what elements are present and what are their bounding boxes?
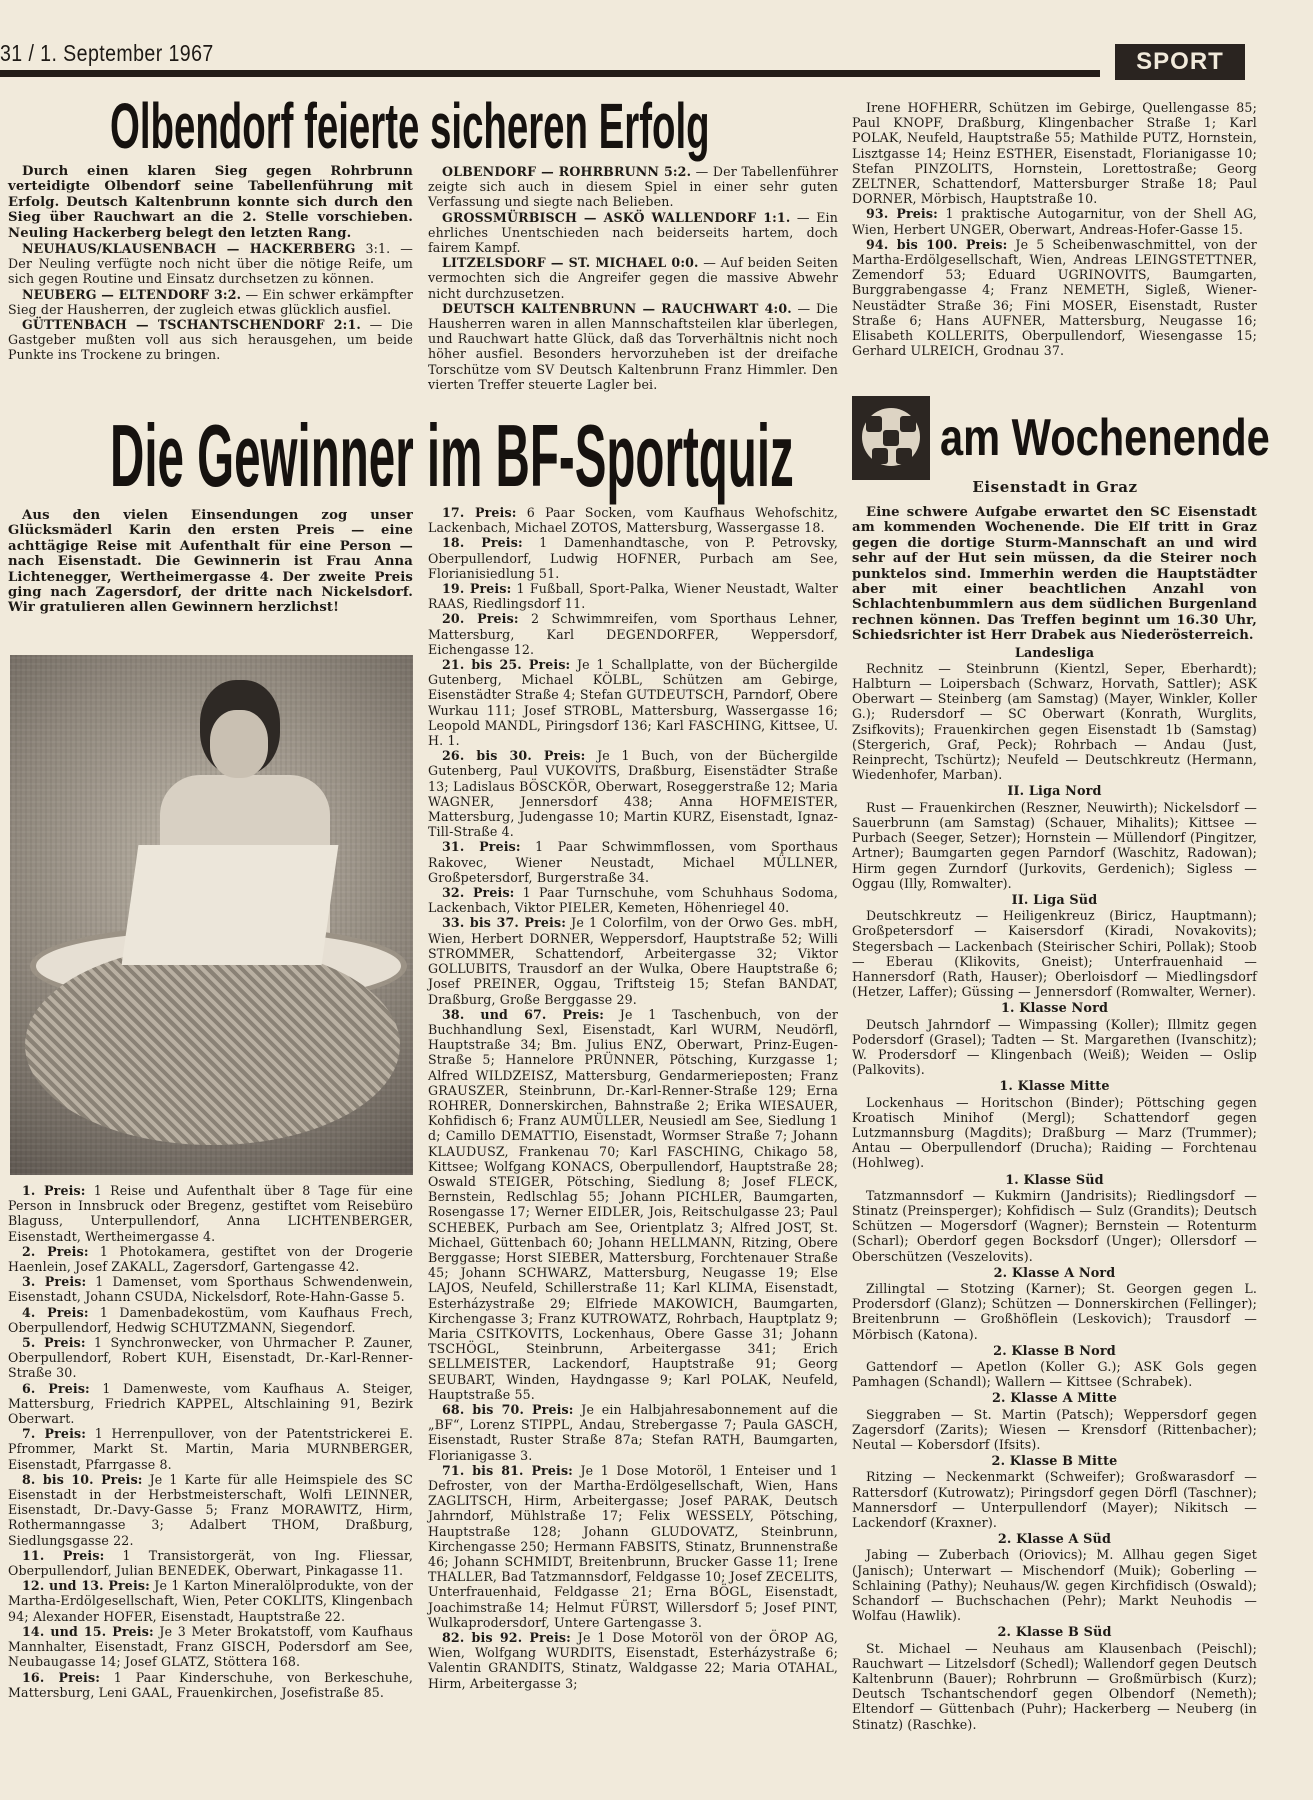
paragraph [428, 611, 838, 657]
lead-paragraph: Durch einen klaren Sieg gegen Rohrbrunn verteidigte Olbendorf seine Tabellenführung mit Erfolg. Deutsch Kaltenbrunn konnte sich durch den Sieg über Rauchwart an die 2. Stelle vorschieben. Neuling Hackerberg belegt den letzten Rang. [8, 164, 413, 241]
paragraph-lead: 20. Preis: [442, 611, 519, 627]
league-heading: II. Liga Nord [1007, 784, 1102, 800]
paragraph [428, 657, 838, 748]
paragraph-text: Je 1 Taschenbuch, von der Buchhandlung Sexl, Eisenstadt, Karl WURM, Neudörfl, Hauptstraße 34; Bm. Julius ENZ, Oberwart, Prinz-Eugen-Straße 5; Hannelore PRÜNNER, Pötsching, Kurzgasse 1; Alfred WILDZEISZ, Mattersburg, Gendarmerieposten; Franz GRAUSZER, Steinbrunn, Dr.-Karl-Renner-Straße 129; Erna ROHRER, Donnerskirchen, Bahnstraße 2; Erika WIESAUER, Kohfidisch 6; Franz AUMÜLLER, Neusiedl am See, Siedlung 1 d; Camillo DEMATTIO, Eisenstadt, Wormser Straße 7; Johann KLAUDUSZ, Frankenau 70; Karl FASCHING, Chikago 58, Kittsee; Wolfgang KONACS, Oberpullendorf, Hauptstraße 28; Oswald STEIGER, Pötsching, Siedlung 8; Josef FLECK, Bernstein, Redlschlag 55; Johann PICHLER, Baumgarten, Rosengasse 17; Werner EIDLER, Jois, Reitschulgasse 23; Paul SCHEBEK, Purbach am See, Orientplatz 3; Alfred JOST, St. Michael, Güttenbach 60; Johann HELLMANN, Ritzing, Obere Berggasse; Horst SIEBER, Mattersburg, Forchtenauer Straße 45; Johann SCHWARZ, Mattersburg, Neugasse 19; Else LAJOS, Neufeld, Schillerstraße 11; Karl KLIMA, Eisenstadt, Esterházystraße 29; Elfriede MAKOWICH, Baumgarten, Kirchengasse 3; Franz KUTROWATZ, Rohrbach, Hauptplatz 9; Maria CSITKOVITS, Lockenhaus, Obere Gasse 31; Johann TSCHÖGL, Steinbrunn, Arbeitergasse 341; Erich SELLMEISTER, Lackendorf, Hauptstraße 91; Georg SEUBART, Winden, Haydngasse 9; Karl POLAK, Neufeld, Hauptstraße 55. [428, 1006, 839, 1402]
paragraph-lead: 68. bis 70. Preis: [442, 1401, 574, 1417]
paragraph-text: — Ein schwer erkämpfter Sieg der Hausherren, der zugleich etwas glücklich ausfiel. [8, 286, 413, 317]
winner-photo [10, 655, 413, 1175]
paragraph-text: 1 Paar Turnschuhe, vom Schuhhaus Sodoma, Lackenbach, Viktor PIELER, Kemeten, Höhenriegel 40. [428, 885, 838, 916]
paragraph-text: Je ein Halbjahresabonnement auf die „BF“, Lorenz STIPPL, Andau, Strebergasse 7; Paula GASCH, Eisenstadt, Ruster Straße 87a; Stefan RATH, Baumgarten, Florianigasse 3. [428, 1401, 838, 1463]
issue-date-line: 31 / 1. September 1967 [0, 40, 214, 66]
weekend-column [852, 505, 1257, 1732]
paragraph-lead: 4. Preis: [22, 1304, 89, 1320]
league-heading: 2. Klasse B Mitte [991, 1454, 1118, 1470]
paragraph [8, 1305, 413, 1335]
paragraph-text: 1 Damenset, vom Sporthaus Schwendenwein, Eisenstadt, Johann CSUDA, Nickelsdorf, Rote-Hahn-Gasse 5. [8, 1274, 413, 1305]
paragraph-text: Je 1 Dose Motoröl, 1 Enteiser und 1 Defroster, von der Martha-Erdölgesellschaft, Wien, Hans ZAGLITSCH, Hirm, Arbeitergasse; Josef PARAK, Deutsch Jahrndorf, Mühlstraße 17; Felix WESSELY, Pötsching, Hauptstraße 128; Johann GLUDOVATZ, Steinbrunn, Kirchengasse 250; Hermann FABSITS, Stinatz, Brunnenstraße 46; Johann SCHMIDT, Breitenbrunn, Brucker Gasse 11; Irene THALLER, Bad Tatzmannsdorf, Feldgasse 10; Josef ZECELITS, Unterfrauenhaid, Feldgasse 21; Erna BÖGL, Eisenstadt, Joachimstraße 14; Helmut FÜRST, Willersdorf 5; Josef PINT, Wulkaprodersdorf, Untere Gartengasse 3. [428, 1462, 838, 1630]
paragraph [8, 287, 413, 317]
paragraph-lead: 38. und 67. Preis: [442, 1006, 605, 1022]
paragraph [852, 237, 1257, 359]
league-heading: 2. Klasse B Süd [997, 1625, 1112, 1641]
league-fixtures-text: Deutschkreutz — Heiligenkreuz (Biricz, Hauptmann); Großpetersdorf — Kaisersdorf (Kiradi, Novakovits); Stegersbach — Lackenbach (Steirischer Schiri, Pollak); Stoob — Eberau (Klikovits, Gneist); Unterfrauenhaid — Hannersdorf (Rath, Hauser); Oberloisdorf — Miedlingsdorf (Hetzer, Laffer); Güssing — Jennersdorf (Romwalter, Werner). [852, 908, 1257, 1000]
league-heading: 1. Klasse Süd [1005, 1172, 1104, 1188]
paragraph-lead: 7. Preis: [22, 1426, 87, 1442]
league-fixtures-text: Lockenhaus — Horitschon (Binder); Pöttsching gegen Kroatisch Minihof (Mergl); Schattendorf gegen Lutzmannsburg (Magdits); Draßburg — Marz (Trummer); Antau — Oberpullendorf (Drucha); Raiding — Forchtenau (Hohlweg). [852, 1094, 1257, 1171]
paragraph-text: 2 Schwimmreifen, vom Sporthaus Lehner, Mattersburg, Karl DEGENDORFER, Weppersdorf, Eichengasse 12. [428, 611, 839, 657]
prize-list-continued [852, 100, 1257, 358]
paragraph-lead: 71. bis 81. Preis: [442, 1462, 573, 1478]
paragraph [428, 915, 838, 1006]
paragraph-lead: LITZELSDORF — ST. MICHAEL 0:0. [442, 255, 699, 271]
paragraph-lead: 94. bis 100. Preis: [866, 236, 1008, 252]
prize-list-column-1 [8, 1183, 413, 1700]
paragraph-text: 1 Transistorgerät, von Ing. Fliessar, Oberpullendorf, Julian BENEDEK, Oberwart, Pinkagasse 11. [8, 1547, 413, 1579]
paragraph-text: Je 1 Karton Mineralölprodukte, von der Martha-Erdölgesellschaft, Wien, Peter COKLITS, Klingenbach 94; Alexander HOFER, Eisenstadt, Hauptstraße 22. [8, 1578, 413, 1624]
paragraph [8, 1183, 413, 1244]
paragraph [8, 1381, 413, 1427]
paragraph-lead: 5. Preis: [22, 1335, 86, 1351]
league-fixtures-text: Ritzing — Neckenmarkt (Schweifer); Großwarasdorf — Rattersdorf (Kutrowatz); Piringsdorf gegen Dörfl (Taschner); Mannersdorf — Unterpullendorf (Mayer); Nikitsch — Lackendorf (Kraxner). [852, 1469, 1257, 1531]
paragraph [8, 241, 413, 287]
league-heading: 2. Klasse A Nord [993, 1265, 1116, 1281]
paragraph [852, 206, 1257, 236]
paragraph [428, 581, 838, 611]
header-rule [0, 70, 1100, 77]
paragraph-lead: 1. Preis: [22, 1183, 86, 1198]
paragraph-lead: 93. Preis: [866, 206, 938, 222]
paragraph-lead: NEUBERG — ELTENDORF 3:2. [22, 286, 242, 302]
paragraph-lead: 82. bis 92. Preis: [442, 1630, 571, 1646]
paragraph-lead: 32. Preis: [442, 885, 515, 901]
paragraph-lead: 12. und 13. Preis: [22, 1578, 150, 1594]
paragraph-lead: NEUHAUS/KLAUSENBACH — HACKERBERG [22, 241, 356, 257]
paragraph-lead: 33. bis 37. Preis: [442, 915, 567, 931]
article-column-2 [428, 164, 838, 392]
paragraph [8, 1624, 413, 1670]
paragraph-text: 1 Damenweste, vom Kaufhaus A. Steiger, Mattersburg, Friedrich KAPPEL, Altschlaining 91, Bezirk Oberwart. [8, 1380, 413, 1427]
paragraph [8, 1670, 413, 1700]
paragraph [8, 1472, 413, 1548]
paragraph [428, 210, 838, 256]
paragraph-lead: 6. Preis: [22, 1380, 90, 1396]
league-fixtures-text: Rechnitz — Steinbrunn (Kientzl, Seper, Eberhardt); Halbturn — Loipersbach (Schwarz, Horvath, Sattler); ASK Oberwart — Steinberg (am Samstag) (Mayer, Winkler, Koller G.); Rudersdorf — SC Oberwart (Konrath, Wurglits, Zsifkovits); Frauenkirchen gegen Eisenstadt 1b (Samstag) (Stergerich, Graf, Peck); Rohrbach — Andau (Just, Reinprecht, Tschürtz); Neufeld — Deutschkreutz (Hermann, Wiedenhofer, Marban). [852, 660, 1257, 783]
paragraph-text: Je 1 Schallplatte, von der Büchergilde Gutenberg, Michael KÖLBL, Schützen am Gebirge, Eisenstädter Straße 4; Stefan GUTDEUTSCH, Parndorf, Obere Wurkau 111; Josef STROBL, Mattersburg, Wassergasse 16; Leopold MANDL, Piringsdorf 136; Karl FASCHING, Kittsee, U. H. 1. [428, 657, 838, 749]
quiz-headline: Die Gewinner im BF-Sportquiz [110, 406, 794, 505]
paragraph-lead: 19. Preis: [442, 581, 512, 597]
paragraph-text: — Ein ehrliches Unentschieden nach beiderseits hartem, doch fairem Kampf. [428, 209, 838, 256]
paragraph [428, 164, 838, 210]
paragraph-lead: 8. bis 10. Preis: [22, 1471, 143, 1487]
paragraph-text: Irene HOFHERR, Schützen im Gebirge, Quellengasse 85; Paul KNOPF, Draßburg, Klingenbacher Straße 1; Karl POLAK, Neufeld, Hauptstraße 55; Mathilde PUTZ, Hornstein, Lisztgasse 14; Heinz ESTHER, Eisenstadt, Florianigasse 10; Stefan PINZOLITS, Hornstein, Lorettostraße; Georg ZELTNER, Schattendorf, Mattersburger Straße 18; Paul DORNER, Mörbisch, Hauptstraße 10. [852, 100, 1257, 207]
football-logo-icon [852, 396, 930, 480]
paragraph [428, 1463, 838, 1630]
paragraph-text: Je 1 Buch, von der Büchergilde Gutenberg, Paul VUKOVITS, Draßburg, Eisenstädter Straße 13; Ladislaus BÖSCKÖR, Oberwart, Roseggerstraße 12; Maria WAGNER, Jennersdorf 438; Anna HOFMEISTER, Mattersburg, Judengasse 10; Martin KURZ, Eisenstadt, Ignaz-Till-Straße 4. [428, 748, 838, 840]
prize-list-column-2 [428, 505, 838, 1691]
paragraph-text: 1 Fußball, Sport-Palka, Wiener Neustadt, Walter RAAS, Riedlingsdorf 11. [428, 581, 838, 612]
weekend-subheadline: Eisenstadt in Graz [972, 478, 1138, 496]
paragraph [8, 317, 413, 363]
paragraph-text: — Die Hausherren waren in allen Mannschaftsteilen klar überlegen, und Rauchwart hatte Glück, daß das Torverhältnis nicht noch höher ausfiel. Besonders hervorzuheben ist der dreifache Torschütze vom SV Deutsch Kaltenbrunn Franz Himmler. Den vierten Treffer steuerte Lagler bei. [428, 300, 839, 392]
league-fixtures-text: Rust — Frauenkirchen (Reszner, Neuwirth); Nickelsdorf — Sauerbrunn (am Samstag) (Schauer, Mihalits); Kittsee — Purbach (Seeger, Setzer); Hornstein — Müllendorf (Pingitzer, Artner); Baumgarten gegen Parndorf (Waschitz, Radowan); Hirm gegen Zurndorf (Jurkovits, Gerdenich); Sigless — Oggau (Illy, Romwalter). [852, 799, 1257, 891]
paragraph [428, 535, 838, 581]
paragraph [428, 505, 838, 535]
league-heading: 2. Klasse A Süd [997, 1532, 1112, 1548]
paragraph-lead: OLBENDORF — ROHRBRUNN 5:2. [442, 164, 692, 179]
league-heading: Landesliga [1014, 645, 1095, 661]
paragraph-text: Je 1 Karte für alle Heimspiele des SC Eisenstadt in der Herbstmeisterschaft, Wolfi LEINNER, Eisenstadt, Dr.-Davy-Gasse 5; Franz MORAWITZ, Hirm, Rothermanngasse 3; Adalbert THOM, Draßburg, Siedlungsgasse 22. [8, 1471, 413, 1548]
paragraph-lead: DEUTSCH KALTENBRUNN — RAUCHWART 4:0. [442, 300, 792, 316]
league-fixtures-text: Jabing — Zuberbach (Oriovics); M. Allhau gegen Siget (Janisch); Unterwart — Mischendorf (Muik); Goberling — Schlaining (Pathy); Neuhaus/W. gegen Kirchfidisch (Oswald); Schandorf — Buchschachen (Pehr); Markt Neuhodis — Wolfau (Hawlik). [852, 1547, 1257, 1624]
article-column-1 [8, 164, 413, 363]
paragraph-text: 1 Paar Schwimmflossen, vom Sporthaus Rakovec, Wiener Neustadt, Michael MÜLLNER, Großpetersdorf, Burgerstraße 34. [428, 839, 838, 885]
paragraph-lead: 2. Preis: [22, 1243, 89, 1259]
paragraph-text: Je 3 Meter Brokatstoff, vom Kaufhaus Mannhalter, Eisenstadt, Franz GISCH, Podersdorf am See, Neubaugasse 14; Josef GLATZ, Stöttera 168. [8, 1623, 413, 1670]
paragraph [852, 100, 1257, 206]
paragraph-text: — Der Tabellenführer zeigte sich auch in diesem Spiel in einer sehr guten Verfassung und siegte nach Belieben. [428, 164, 838, 210]
paragraph-lead: 3. Preis: [22, 1274, 87, 1290]
paragraph-text: 1 Herrenpullover, von der Patentstrickerei E. Pfrommer, Markt St. Martin, Maria MURNBERGER, Eisenstadt, Pfarrgasse 8. [8, 1426, 413, 1472]
league-fixtures-text: Deutsch Jahrndorf — Wimpassing (Koller); Illmitz gegen Podersdorf (Grasel); Tadten — St. Margarethen (Ivanschitz); W. Prodersdorf — Klingenbach (Weiß); Weiden — Oslip (Palkovits). [852, 1016, 1257, 1078]
league-heading: 1. Klasse Nord [1000, 1001, 1109, 1017]
paragraph-text: Je 5 Scheibenwaschmittel, von der Martha-Erdölgesellschaft, Wien, Andreas LEINGSTETTNER, Zemendorf 53; Eduard UGRINOVITS, Baumgarten, Burggrabengasse 4; Franz NEMETH, Sigleß, Wiener-Neustädter Straße 36; Fini MOSER, Eisenstadt, Ruster Straße 6; Hans AUFNER, Mattersburg, Neugasse 16; Elisabeth KOLLERITS, Oberpullendorf, Wiesengasse 15; Gerhard ULREICH, Grodnau 37. [852, 236, 1257, 359]
paragraph-lead: 18. Preis: [442, 535, 523, 551]
league-fixtures-text: St. Michael — Neuhaus am Klausenbach (Peischl); Rauchwart — Litzelsdorf (Schedl); Wallendorf gegen Deutsch Kaltenbrunn (Bauer); Rohrbrunn — Großmürbisch (Kurz); Deutsch Tschantschendorf gegen Olbendorf (Nemeth); Eltendorf — Güttenbach (Puhr); Hackerberg — Neuberg (in Stinatz) (Raschke). [852, 1640, 1257, 1732]
paragraph-text: Je 1 Colorfilm, von der Orwo Ges. mbH, Wien, Herbert DORNER, Weppersdorf, Hauptstraße 52; Willi STROMMER, Schattendorf, Arbeitergasse 32; Viktor GOLLUBITS, Trausdorf an der Wulka, Obere Hauptstraße 6; Josef PREINER, Oggau, Triftsteig 15; Stefan BANDAT, Draßburg, Große Berggasse 29. [428, 915, 838, 1007]
paragraph-text: 3:1. — Der Neuling verfügte noch nicht über die nötige Reife, um sich gegen Routine und Einsatz durchsetzen zu können. [8, 241, 414, 287]
paragraph [428, 885, 838, 915]
league-fixtures-text: Gattendorf — Apetlon (Koller G.); ASK Gols gegen Pamhagen (Schandl); Wallern — Kittsee (Schrabek). [852, 1359, 1257, 1390]
paragraph [428, 255, 838, 301]
paragraph-text: 1 Paar Kinderschuhe, von Berkeschuhe, Mattersburg, Leni GAAL, Frauenkirchen, Josefistraße 85. [8, 1669, 414, 1700]
paragraph-text: 1 Synchronwecker, von Uhrmacher P. Zauner, Oberpullendorf, Robert KUH, Eisenstadt, Dr.-Karl-Renner-Straße 30. [8, 1335, 413, 1381]
paragraph-text: 6 Paar Socken, vom Kaufhaus Wehofschitz, Lackenbach, Michael ZOTOS, Mattersburg, Wassergasse 18. [428, 505, 839, 536]
paragraph [428, 748, 838, 839]
paragraph [8, 1548, 413, 1578]
paragraph-lead: 14. und 15. Preis: [22, 1623, 154, 1639]
paragraph [428, 1630, 838, 1691]
paragraph [8, 1274, 413, 1304]
paragraph-text: 1 Reise und Aufenthalt über 8 Tage für eine Person in Innsbruck oder Bregenz, gestiftet vom Reisebüro Blaguss, Unterpullendorf, Anna LICHTENBERGER, Eisenstadt, Wertheimergasse 4. [8, 1183, 413, 1244]
paragraph-text: 1 praktische Autogarnitur, von der Shell AG, Wien, Herbert UNGER, Oberwart, Andreas-Hofer-Gasse 15. [852, 206, 1257, 237]
paragraph-lead: GROSSMÜRBISCH — ASKÖ WALLENDORF 1:1. [442, 209, 791, 225]
article-headline: Olbendorf feierte sicheren Erfolg [110, 90, 710, 162]
weekend-headline: am Wochenende [940, 409, 1270, 467]
paragraph-lead: 16. Preis: [22, 1669, 101, 1685]
paragraph [8, 1578, 413, 1624]
paragraph [8, 1426, 413, 1472]
paragraph-lead: 17. Preis: [442, 505, 517, 520]
paragraph-text: Je 1 Dose Motoröl von der ÖROP AG, Wien, Wolfgang WURDITS, Eisenstadt, Esterházystraße 6; Valentin GRANDITS, Stinatz, Waldgasse 22; Maria OTAHAL, Hirm, Arbeitergasse 3; [428, 1630, 838, 1691]
league-heading: 2. Klasse B Nord [993, 1343, 1116, 1359]
paragraph-text: 1 Damenhandtasche, von P. Petrovsky, Oberpullendorf, Ludwig HOFNER, Purbach am See, Florianisiedlung 51. [428, 535, 839, 581]
league-heading: 1. Klasse Mitte [999, 1079, 1110, 1095]
league-heading: 2. Klasse A Mitte [991, 1391, 1118, 1407]
paragraph [428, 301, 838, 392]
paragraph-lead: 31. Preis: [442, 839, 521, 855]
league-fixtures-text: Tatzmannsdorf — Kukmirn (Jandrisits); Riedlingsdorf — Stinatz (Preinsperger); Kohfidisch — Sulz (Grandits); Deutsch Schützen — Mogersdorf (Wagner); Bernstein — Rotenturm (Scharl); Oberdorf gegen Bocksdorf (Unger); Ollersdorf — Oberschützen (Veszelovits). [852, 1187, 1257, 1264]
paragraph [428, 1007, 838, 1402]
weekend-intro-paragraph: Eine schwere Aufgabe erwartet den SC Eisenstadt am kommenden Wochenende. Die Elf tritt in Graz gegen die dortige Sturm-Mannschaft an und wird sehr auf der Hut sein müssen, da die Steirer noch punktelos sind. Immerhin werden die Hauptstädter aber mit einer beachtlichen Anzahl von Schlachtenbummlern aus dem südlichen Burgenland rechnen können. Das Treffen beginnt um 16.30 Uhr, Schiedsrichter ist Herr Drabek aus Niederösterreich. [852, 505, 1257, 644]
paragraph [428, 839, 838, 885]
league-fixtures-text: Zillingtal — Stotzing (Karner); St. Georgen gegen L. Prodersdorf (Glanz); Schützen — Donnerskirchen (Fellinger); Breitenbrunn — Großhöflein (Leskovich); Trausdorf — Mörbisch (Katona). [852, 1280, 1257, 1342]
paragraph [8, 1244, 413, 1274]
league-fixtures-text: Sieggraben — St. Martin (Patsch); Weppersdorf gegen Zagersdorf (Zarits); Wiesen — Krensdorf (Rittenbacher); Neutal — Kobersdorf (Ifsits). [852, 1406, 1257, 1453]
quiz-intro [8, 508, 413, 616]
paragraph-text: — Die Gastgeber mußten voll aus sich herausgehen, um beide Punkte ins Trockene zu bringen. [8, 317, 414, 363]
paragraph-text: — Auf beiden Seiten vermochten sich die Angreifer gegen die massive Abwehr nicht durchzusetzen. [428, 255, 838, 301]
paragraph-lead: 21. bis 25. Preis: [442, 657, 571, 673]
paragraph-lead: 26. bis 30. Preis: [442, 748, 586, 764]
paragraph-lead: GÜTTENBACH — TSCHANTSCHENDORF 2:1. [22, 317, 361, 333]
section-label: SPORT [1115, 44, 1245, 80]
paragraph-text: 1 Photokamera, gestiftet von der Drogerie Haenlein, Josef ZAKALL, Zagersdorf, Gartengasse 42. [8, 1243, 413, 1275]
paragraph [8, 1335, 413, 1381]
paragraph-text: 1 Damenbadekostüm, vom Kaufhaus Frech, Oberpullendorf, Hedwig SCHUTZMANN, Siegendorf. [8, 1304, 413, 1335]
league-heading: II. Liga Süd [1011, 892, 1098, 908]
intro-paragraph: Aus den vielen Einsendungen zog unser Glücksmäderl Karin den ersten Preis — eine achttägige Reise mit Aufenthalt für eine Person — nach Eisenstadt. Die Gewinnerin ist Frau Anna Lichtenegger, Wertheimergasse 4. Der zweite Preis ging nach Zagersdorf, der dritte nach Nickelsdorf. Wir gratulieren allen Gewinnern herzlichst! [8, 508, 413, 616]
paragraph [428, 1402, 838, 1463]
paragraph-lead: 11. Preis: [22, 1547, 105, 1563]
